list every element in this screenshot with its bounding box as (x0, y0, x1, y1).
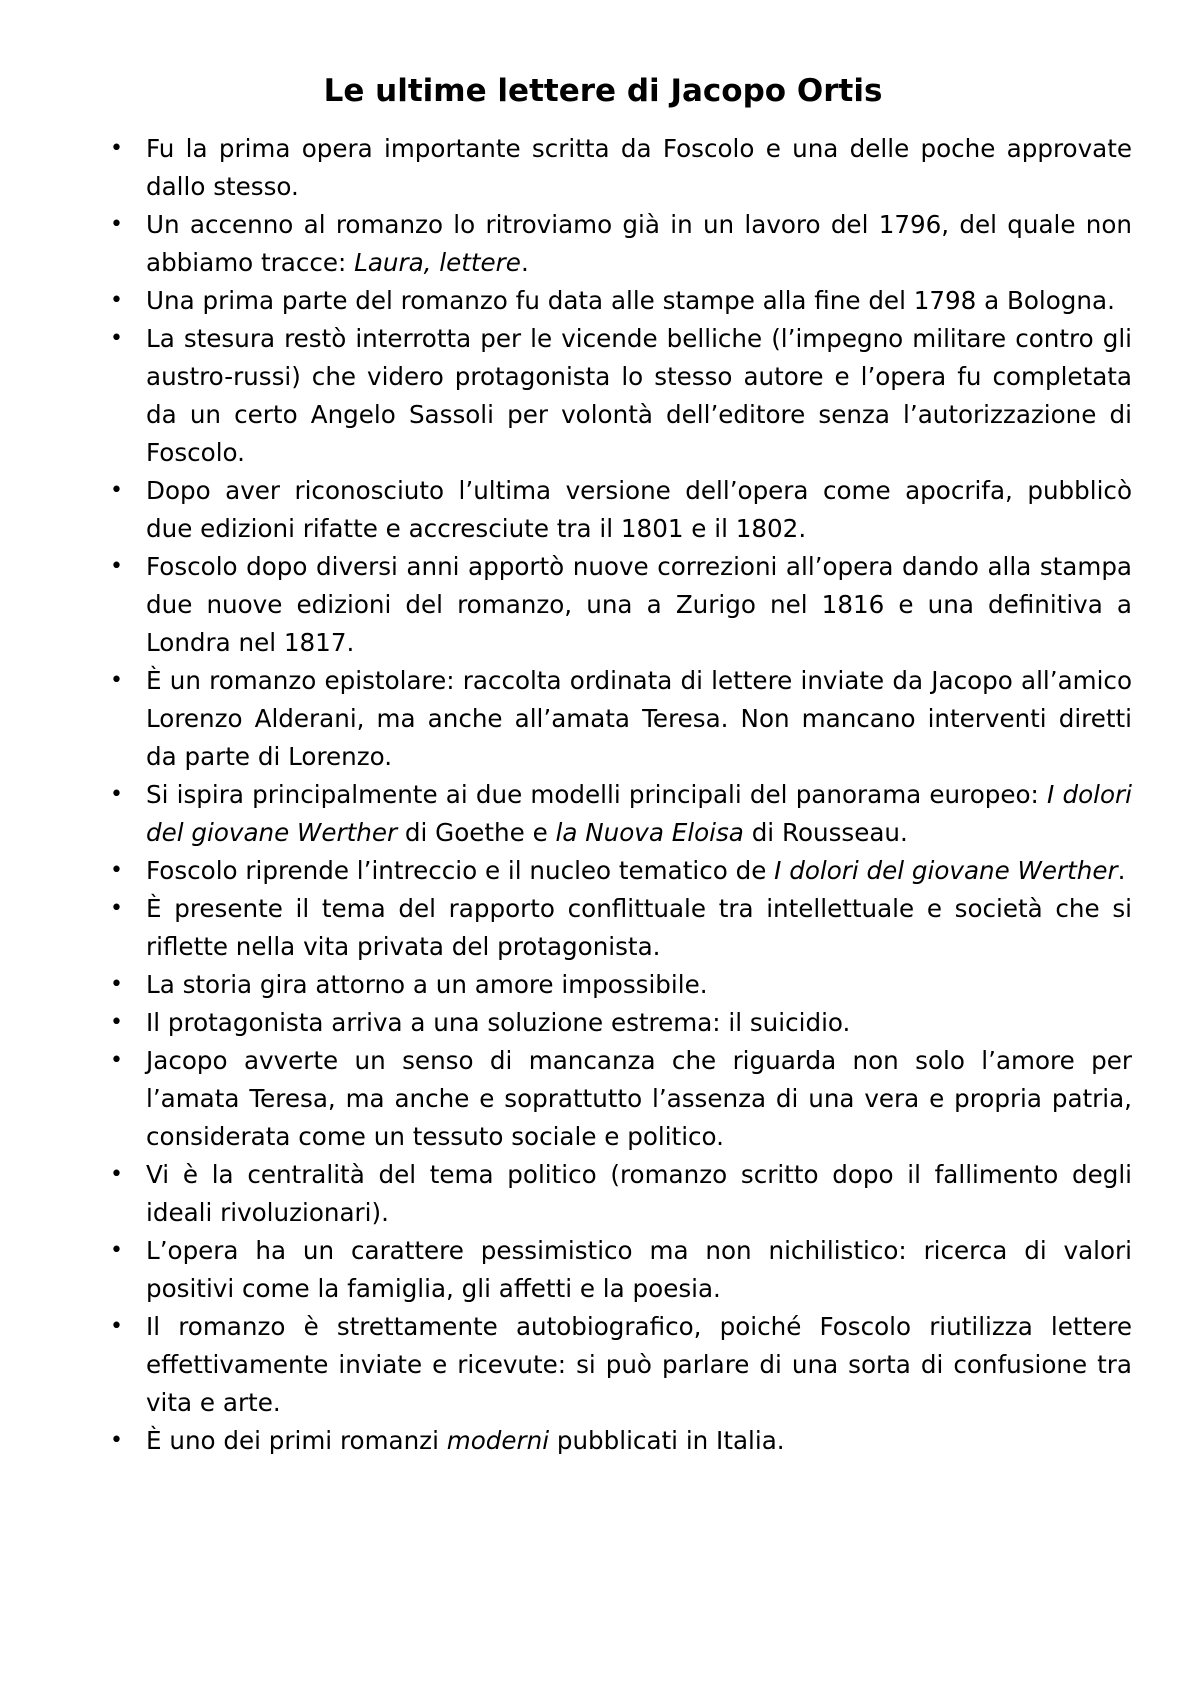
bullet-item (146, 1156, 1132, 1232)
bullet-text: La storia gira attorno a un amore impossibile. (146, 970, 708, 999)
italic-title-text: I dolori del giovane Werther (146, 780, 1132, 847)
bullet-item (146, 1308, 1132, 1422)
bullet-item (146, 472, 1132, 548)
bullet-item (146, 662, 1132, 776)
bullet-text: . (1117, 856, 1126, 885)
bullet-text: di Rousseau. (743, 818, 908, 847)
bullet-text: Foscolo riprende l’intreccio e il nucleo tematico de (146, 856, 775, 885)
bullet-text: L’opera ha un carattere pessimistico ma non nichilistico: ricerca di valori positivi come la famiglia, gli affetti e la poesia. (146, 1236, 1132, 1303)
italic-title-text: Laura, lettere (354, 248, 521, 277)
page-title: Le ultime lettere di Jacopo Ortis (323, 73, 883, 109)
bullet-item (146, 1232, 1132, 1308)
italic-title-text: moderni (446, 1426, 550, 1455)
bullet-text: Il romanzo è strettamente autobiografico, poiché Foscolo riutilizza lettere effettivamente inviate e ricevute: si può parlare di una sorta di confusione tra vita e arte. (146, 1312, 1132, 1417)
bullet-item (146, 852, 1132, 890)
bullet-item (146, 1004, 1132, 1042)
bullet-list (0, 130, 1200, 1460)
bullet-text: Si ispira principalmente ai due modelli principali del panorama europeo: (146, 780, 1048, 809)
bullet-item (146, 320, 1132, 472)
bullet-text: di Goethe e (397, 818, 556, 847)
bullet-text: Un accenno al romanzo lo ritroviamo già in un lavoro del 1796, del quale non abbiamo tracce: (146, 210, 1132, 277)
bullet-text: pubblicati in Italia. (549, 1426, 785, 1455)
bullet-text: È un romanzo epistolare: raccolta ordinata di lettere inviate da Jacopo all’amico Lorenzo Alderani, ma anche all’amata Teresa. Non mancano interventi diretti da parte di Lorenzo. (146, 666, 1132, 771)
bullet-item (146, 206, 1132, 282)
bullet-item (146, 966, 1132, 1004)
bullet-text: Dopo aver riconosciuto l’ultima versione dell’opera come apocrifa, pubblicò due edizioni rifatte e accresciute tra il 1801 e il 1802. (146, 476, 1132, 543)
bullet-text: Fu la prima opera importante scritta da Foscolo e una delle poche approvate dallo stesso. (146, 134, 1132, 201)
bullet-item (146, 1042, 1132, 1156)
italic-title-text: I dolori del giovane Werther (774, 856, 1118, 885)
bullet-item (146, 890, 1132, 966)
bullet-text: È presente il tema del rapporto conflittuale tra intellettuale e società che si riflette nella vita privata del protagonista. (146, 894, 1132, 961)
bullet-item (146, 776, 1132, 852)
bullet-item (146, 548, 1132, 662)
italic-title-text: la Nuova Eloisa (555, 818, 744, 847)
bullet-text: Foscolo dopo diversi anni apportò nuove correzioni all’opera dando alla stampa due nuove edizioni del romanzo, una a Zurigo nel 1816 e una definitiva a Londra nel 1817. (146, 552, 1132, 657)
bullet-item (146, 1422, 1132, 1460)
bullet-text: Jacopo avverte un senso di mancanza che riguarda non solo l’amore per l’amata Teresa, ma anche e soprattutto l’assenza di una vera e propria patria, considerata come un tessuto sociale e politico. (146, 1046, 1132, 1151)
bullet-text: È uno dei primi romanzi (146, 1426, 447, 1455)
bullet-text: . (520, 248, 529, 277)
bullet-text: Il protagonista arriva a una soluzione estrema: il suicidio. (146, 1008, 851, 1037)
bullet-text: La stesura restò interrotta per le vicende belliche (l’impegno militare contro gli austro-russi) che videro protagonista lo stesso autore e l’opera fu completata da un certo Angelo Sassoli per volontà dell’editore senza l’autorizzazione di Foscolo. (146, 324, 1132, 467)
bullet-text: Vi è la centralità del tema politico (romanzo scritto dopo il fallimento degli ideali rivoluzionari). (146, 1160, 1132, 1227)
bullet-item (146, 282, 1132, 320)
bullet-text: Una prima parte del romanzo fu data alle stampe alla fine del 1798 a Bologna. (146, 286, 1115, 315)
bullet-item (146, 130, 1132, 206)
